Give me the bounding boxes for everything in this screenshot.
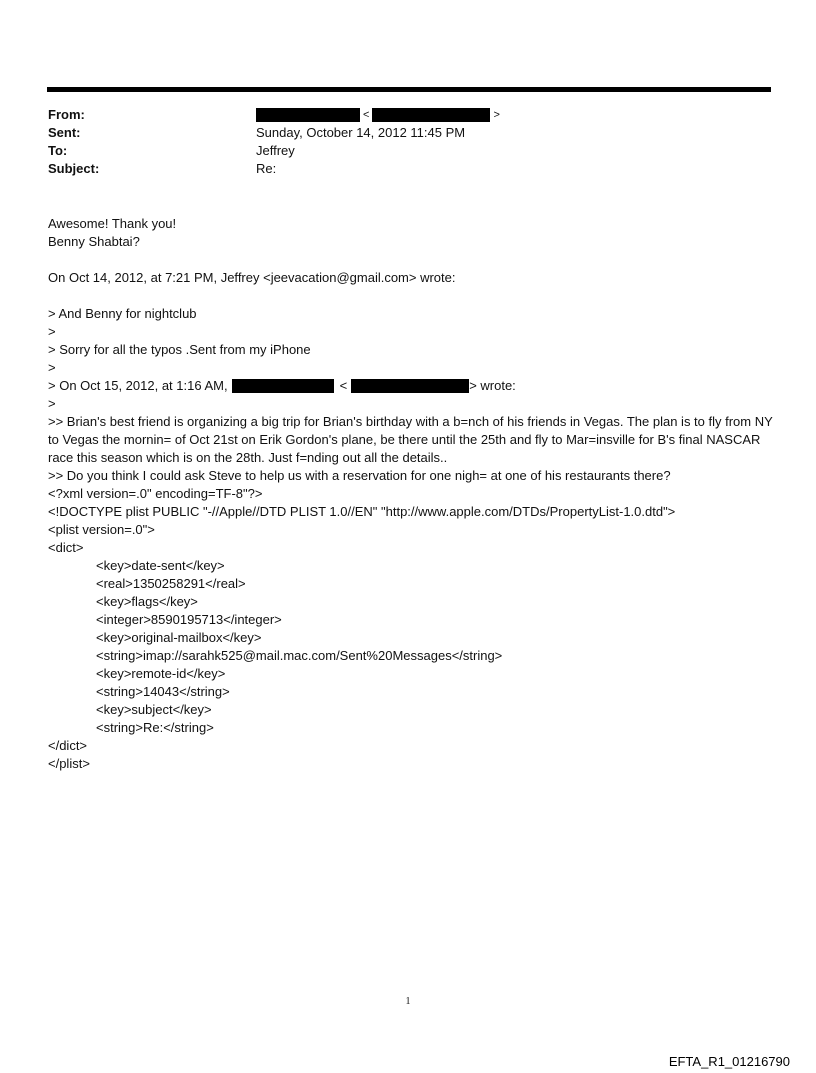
quoted-line: > [48,324,56,339]
redacted-sender-email [372,108,490,122]
redacted-name [232,379,334,393]
dict-close-tag: </dict> [48,738,88,753]
quoted-paragraph: >> Do you think I could ask Steve to help us with a reservation for one nigh= at one of his restaurants there? [48,468,671,483]
bates-number: EFTA_R1_01216790 [668,1054,790,1069]
quoted-attribution-suffix: > wrote: [469,378,516,393]
plist-entry: <string>Re:</string> [96,720,214,735]
sent-label: Sent: [48,125,81,140]
from-open-bracket: < [363,109,370,121]
redacted-sender-name [256,108,360,122]
from-value [256,106,503,124]
quoted-line: > [48,396,56,411]
header-divider [47,87,771,92]
reply-line: Awesome! Thank you! [48,216,177,231]
quoted-attribution-line [48,377,778,395]
sent-row [48,124,748,142]
subject-row [48,160,748,178]
dict-open-tag: <dict> [48,540,84,555]
plist-entry: <key>remote-id</key> [96,666,226,681]
plist-xml-declaration: <?xml version=.0" encoding=TF-8"?> [48,486,263,501]
blank-line [48,287,778,305]
subject-label: Subject: [48,161,100,176]
from-row [48,106,748,124]
plist-entry: <key>original-mailbox</key> [96,630,262,645]
reply-line: Benny Shabtai? [48,234,140,249]
quoted-line: > Sorry for all the typos .Sent from my iPhone [48,342,311,357]
plist-entry: <integer>8590195713</integer> [96,612,282,627]
redacted-email [351,379,469,393]
email-body [48,215,778,773]
subject-value: Re: [256,161,277,176]
sent-value: Sunday, October 14, 2012 11:45 PM [256,125,466,140]
plist-entry: <key>subject</key> [96,702,212,717]
quoted-paragraph: >> Brian's best friend is organizing a big trip for Brian's birthday with a b=nch of his friends in Vegas. The plan is to fly from NY to Vegas the mornin= of Oct 21st on Erik Gordon's plane, be there until the 25th and fly to Mar=insville for B's final NASCAR race this season which is on the 28th. Just f=nding out all the details.. [48,414,777,465]
plist-entry: <key>flags</key> [96,594,198,609]
plist-entry: <key>date-sent</key> [96,558,225,573]
quoted-attribution-prefix: > On Oct 15, 2012, at 1:16 AM, [48,378,228,393]
quoted-attribution-open: < [339,378,348,393]
to-row [48,142,748,160]
plist-open-tag: <plist version=.0"> [48,522,155,537]
plist-entry: <string>imap://sarahk525@mail.mac.com/Sent%20Messages</string> [96,648,503,663]
blank-line [48,251,778,269]
from-label: From: [48,107,85,122]
from-close-bracket: > [493,109,500,121]
plist-entry: <string>14043</string> [96,684,230,699]
email-header [48,106,748,178]
to-label: To: [48,143,68,158]
page-number: 1 [405,996,411,1007]
plist-close-tag: </plist> [48,756,90,771]
plist-entry: <real>1350258291</real> [96,576,246,591]
quote-intro: On Oct 14, 2012, at 7:21 PM, Jeffrey <jeevacation@gmail.com> wrote: [48,270,456,285]
to-value: Jeffrey [256,143,295,158]
plist-doctype: <!DOCTYPE plist PUBLIC "-//Apple//DTD PLIST 1.0//EN" "http://www.apple.com/DTDs/PropertyList-1.0.dtd"> [48,504,676,519]
quoted-line: > [48,360,56,375]
quoted-line: > And Benny for nightclub [48,306,197,321]
